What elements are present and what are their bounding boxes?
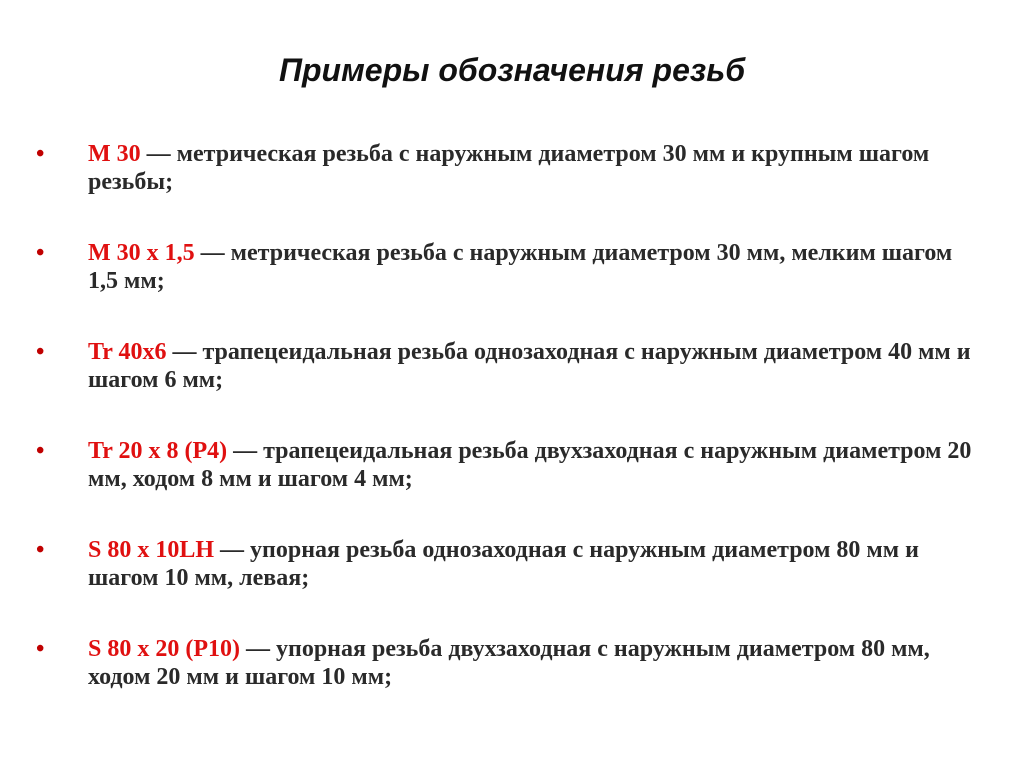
thread-description: — метрическая резьба с наружным диаметром 30 мм и крупным шагом резьбы; xyxy=(88,141,930,195)
thread-code: Tr 40x6 xyxy=(88,339,167,365)
list-item-3 xyxy=(0,338,1024,394)
thread-code: S 80 х 10LH xyxy=(88,537,215,563)
thread-code: М 30 xyxy=(88,141,141,167)
thread-description: — метрическая резьба с наружным диаметром 30 мм, мелким шагом 1,5 мм; xyxy=(88,240,953,294)
thread-description: — упорная резьба однозаходная с наружным диаметром 80 мм и шагом 10 мм, левая; xyxy=(88,537,919,591)
list-item-2 xyxy=(0,239,1024,295)
bullet-icon: • xyxy=(36,339,45,365)
bullet-icon: • xyxy=(36,537,45,563)
thread-code: М 30 х 1,5 xyxy=(88,240,195,266)
thread-code: Tr 20 х 8 (Р4) xyxy=(88,438,228,464)
thread-examples-list xyxy=(0,140,1024,734)
thread-description: — упорная резьба двухзаходная с наружным диаметром 80 мм, ходом 20 мм и шагом 10 мм; xyxy=(88,636,930,690)
thread-code: S 80 х 20 (Р10) xyxy=(88,636,240,662)
list-item-5 xyxy=(0,536,1024,592)
slide-title: Примеры обозначения резьб xyxy=(278,52,746,88)
bullet-icon: • xyxy=(36,636,45,662)
bullet-icon: • xyxy=(36,438,45,464)
list-item-1 xyxy=(0,140,1024,196)
list-item-4 xyxy=(0,437,1024,493)
bullet-icon: • xyxy=(36,240,45,266)
list-item-6 xyxy=(0,635,1024,691)
bullet-icon: • xyxy=(36,141,45,167)
thread-description: — трапецеидальная резьба двухзаходная с наружным диаметром 20 мм, ходом 8 мм и шагом 4 мм; xyxy=(88,438,972,492)
thread-description: — трапецеидальная резьба однозаходная с наружным диаметром 40 мм и шагом 6 мм; xyxy=(88,339,971,393)
